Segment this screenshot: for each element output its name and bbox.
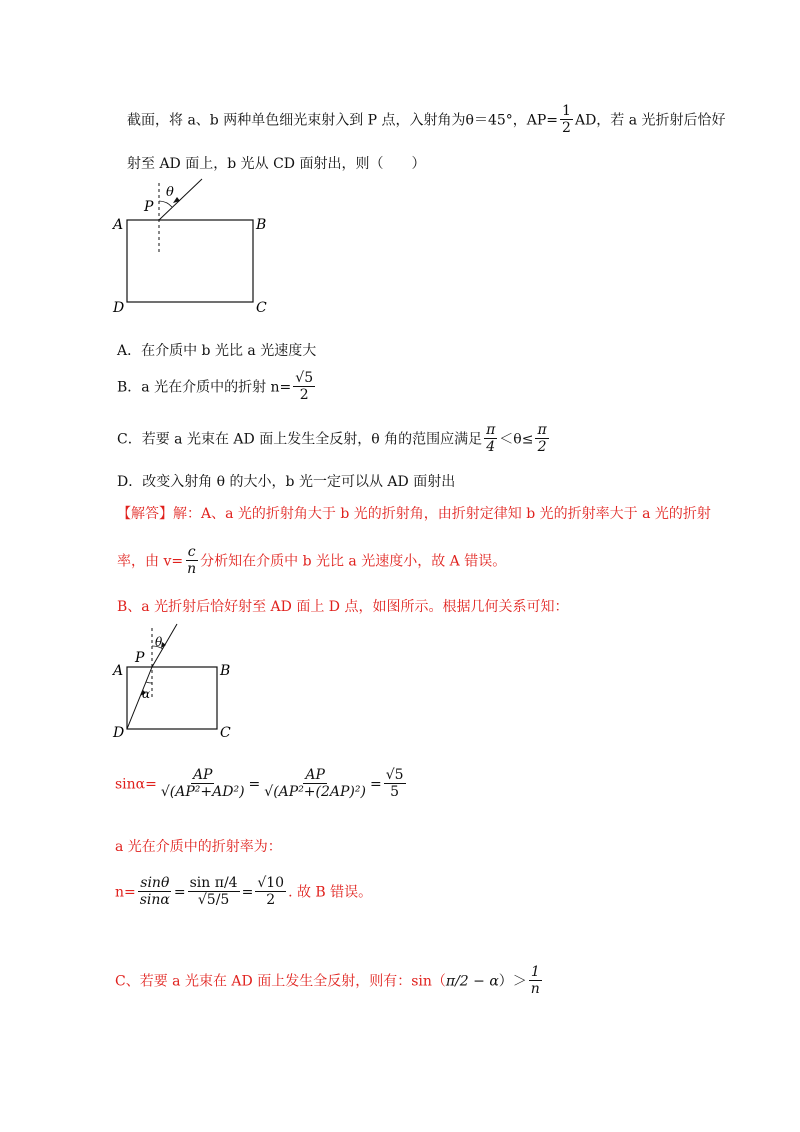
solution-c-line bbox=[115, 965, 544, 998]
label-p: P bbox=[144, 199, 154, 215]
frac-den: sinα bbox=[139, 892, 170, 909]
stem-text: 截面，将 a、b 两种单色细光束射入到 P 点，入射角为θ＝45°，AP= bbox=[127, 112, 559, 129]
fraction-root5-over-5 bbox=[384, 768, 406, 801]
solution-text: C、若要 a 光束在 AD 面上发生全反射，则有：sin（ bbox=[115, 973, 446, 990]
frac-den: √(AP²+(2AP)²) bbox=[264, 784, 366, 801]
fraction-root10-over-2 bbox=[255, 876, 286, 909]
label-c: C bbox=[256, 300, 267, 315]
fraction-ap-over-root bbox=[159, 768, 247, 801]
label-d: D bbox=[113, 725, 125, 741]
frac-num: √10 bbox=[257, 875, 285, 891]
angle-arc bbox=[146, 682, 152, 683]
label-theta: θ bbox=[166, 185, 174, 200]
option-c-ineq: ＜θ≤ bbox=[499, 431, 534, 448]
frac-num: π bbox=[537, 422, 547, 438]
fraction-root5-over-2 bbox=[293, 371, 315, 404]
solution-text: 率，由 v= bbox=[117, 553, 184, 570]
angle-expression: π/2 − α bbox=[445, 973, 499, 990]
frac-num: c bbox=[187, 544, 196, 560]
frac-num: 1 bbox=[562, 103, 571, 119]
frac-num: sinθ bbox=[140, 875, 170, 891]
fraction-sin-pi4-over-root5-5 bbox=[188, 876, 240, 909]
frac-den: 5 bbox=[390, 784, 400, 801]
frac-den: 2 bbox=[537, 439, 547, 456]
fraction-pi-over-2 bbox=[535, 423, 548, 456]
equals-sign: = bbox=[369, 776, 382, 793]
inequality: ）＞ bbox=[498, 973, 527, 990]
angle-arc bbox=[159, 201, 172, 207]
label-theta: θ bbox=[155, 635, 163, 649]
arrow-icon bbox=[173, 197, 180, 203]
prism-rectangle bbox=[127, 667, 217, 729]
option-c-text: C．若要 a 光束在 AD 面上发生全反射，θ 角的范围应满足 bbox=[117, 431, 483, 448]
frac-num: √5 bbox=[385, 767, 404, 783]
frac-den: 2 bbox=[562, 120, 571, 137]
frac-den: √5/5 bbox=[197, 892, 230, 909]
equals-sign: = bbox=[248, 776, 261, 793]
fraction-pi-over-4 bbox=[484, 423, 497, 456]
frac-den: 4 bbox=[486, 439, 496, 456]
option-b-text: B．a 光在介质中的折射 n= bbox=[117, 379, 292, 396]
equation-prefix: n= bbox=[115, 884, 136, 901]
sin-alpha-equation bbox=[115, 768, 408, 801]
frac-num: AP bbox=[305, 767, 325, 783]
option-d: D．改变入射角 θ 的大小，b 光一定可以从 AD 面射出 bbox=[117, 474, 456, 490]
fraction-1-over-n bbox=[529, 965, 542, 998]
equation-prefix: sinα= bbox=[115, 776, 157, 793]
frac-num: AP bbox=[192, 767, 213, 783]
option-c bbox=[117, 423, 551, 456]
fraction-c-over-n bbox=[185, 545, 198, 578]
label-alpha: α bbox=[142, 687, 151, 701]
refractive-index-intro: a 光在介质中的折射率为： bbox=[115, 839, 282, 855]
solution-line-3: B、a 光折射后恰好射至 AD 面上 D 点，如图所示。根据几何关系可知： bbox=[117, 599, 569, 615]
option-a: A．在介质中 b 光比 a 光速度大 bbox=[117, 343, 317, 359]
frac-den: 2 bbox=[266, 892, 276, 909]
label-d: D bbox=[113, 300, 125, 315]
conclusion-b: . 故 B 错误。 bbox=[288, 884, 373, 901]
frac-den: n bbox=[530, 981, 540, 998]
prism-rectangle bbox=[127, 220, 253, 302]
frac-num: 1 bbox=[530, 964, 540, 980]
solution-text: 分析知在介质中 b 光比 a 光速度小，故 A 错误。 bbox=[200, 553, 507, 570]
label-p: P bbox=[135, 650, 145, 666]
equals-sign: = bbox=[241, 884, 254, 901]
frac-num: π bbox=[486, 422, 496, 438]
label-c: C bbox=[220, 725, 231, 741]
frac-den: n bbox=[187, 561, 197, 578]
n-equation bbox=[115, 876, 372, 909]
label-b: B bbox=[220, 663, 231, 679]
frac-num: √5 bbox=[295, 370, 314, 386]
fraction-one-half bbox=[560, 104, 573, 137]
stem-text: AD，若 a 光折射后恰好 bbox=[574, 112, 726, 129]
stem-line-1 bbox=[127, 104, 726, 137]
option-b bbox=[117, 371, 317, 404]
frac-den: 2 bbox=[299, 387, 309, 404]
figure-1-prism bbox=[110, 175, 280, 315]
fraction-ap-over-root2 bbox=[262, 768, 368, 801]
solution-line-2 bbox=[117, 545, 506, 578]
frac-num: sin π/4 bbox=[189, 875, 238, 891]
figure-2-prism bbox=[110, 620, 250, 745]
frac-den: √(AP²+AD²) bbox=[160, 784, 245, 801]
label-a: A bbox=[113, 663, 124, 679]
solution-line-1: 【解答】解：A、a 光的折射角大于 b 光的折射角，由折射定律知 b 光的折射率大于 a 光的折射 bbox=[117, 506, 711, 522]
label-a: A bbox=[113, 217, 124, 233]
stem-line-2: 射至 AD 面上，b 光从 CD 面射出，则（ ） bbox=[127, 156, 426, 172]
fraction-sin-theta-over-sin-alpha bbox=[138, 876, 172, 909]
equals-sign: = bbox=[173, 884, 186, 901]
label-b: B bbox=[256, 217, 267, 233]
